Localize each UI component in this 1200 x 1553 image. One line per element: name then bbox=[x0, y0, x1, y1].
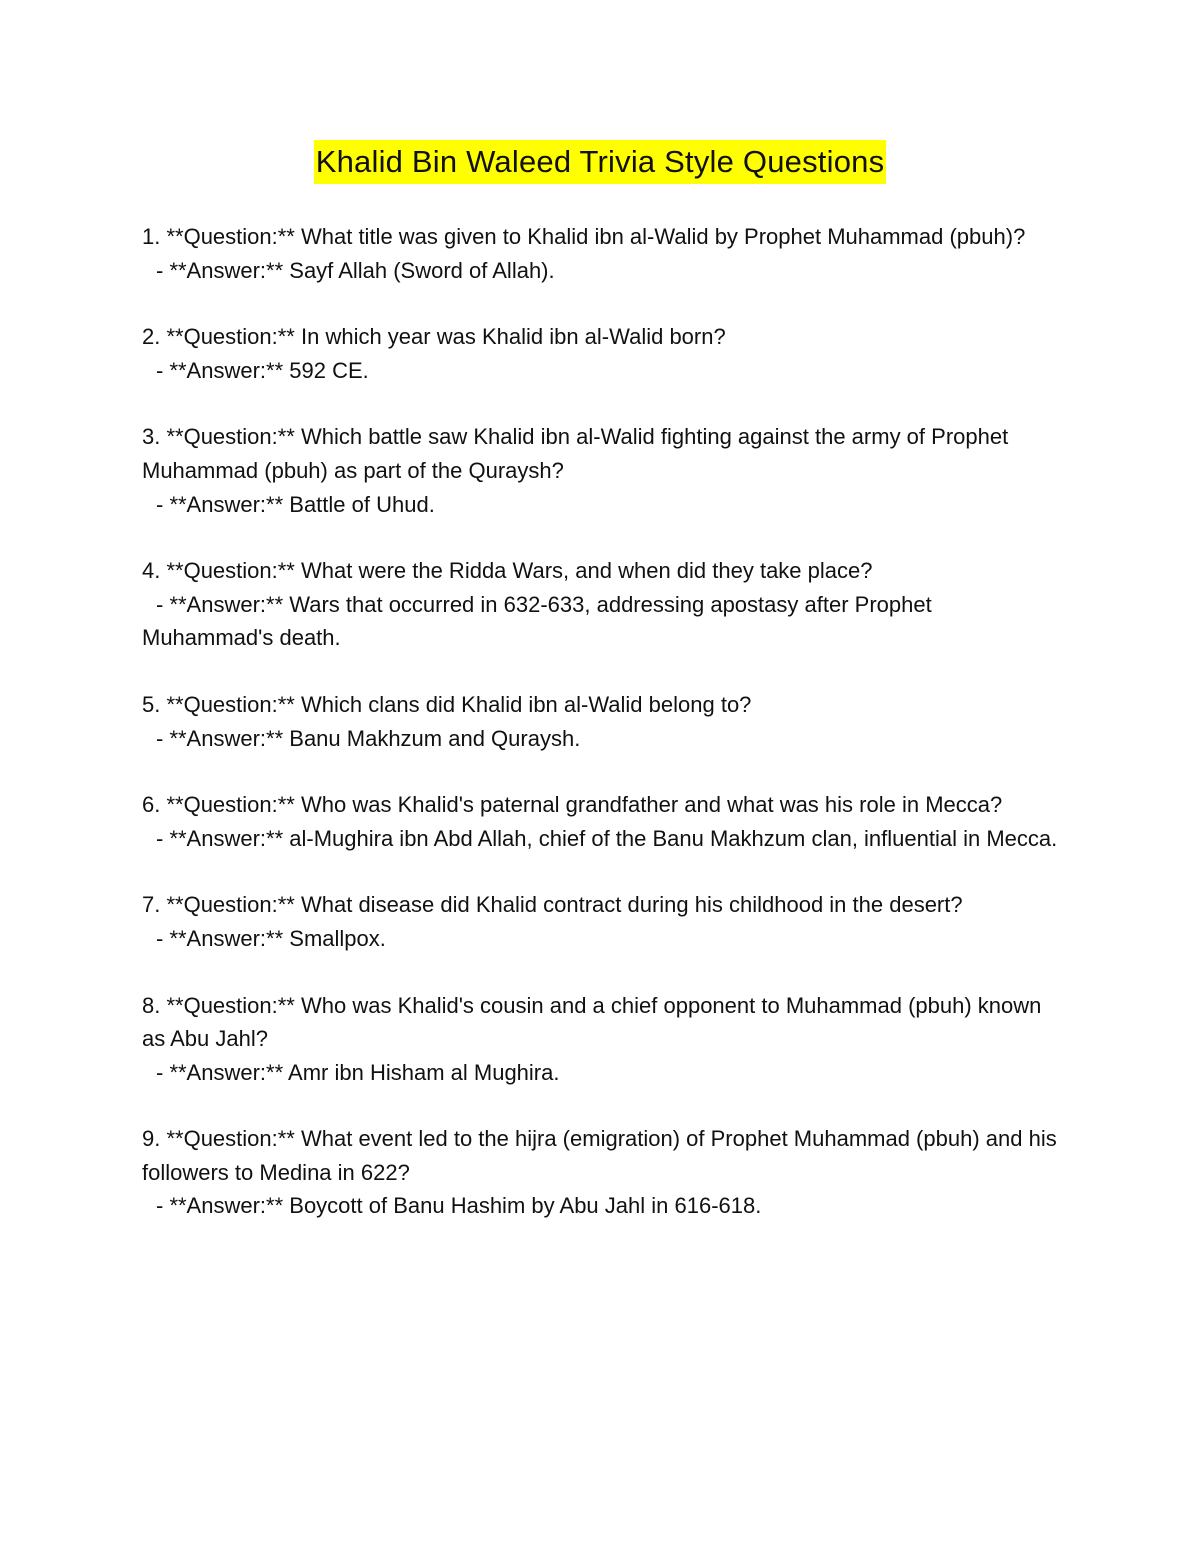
list-item bbox=[142, 220, 1062, 287]
list-item bbox=[142, 1122, 1062, 1223]
list-item bbox=[142, 420, 1062, 521]
question-text: 8. **Question:** Who was Khalid's cousin and a chief opponent to Muhammad (pbuh) known as Abu Jahl? bbox=[142, 992, 1042, 1052]
question-text: 7. **Question:** What disease did Khalid contract during his childhood in the desert? bbox=[142, 892, 963, 918]
answer-text: - **Answer:** Wars that occurred in 632-633, addressing apostasy after Prophet Muhammad's death. bbox=[142, 591, 932, 651]
list-item bbox=[142, 989, 1062, 1090]
answer-text: - **Answer:** al-Mughira ibn Abd Allah, chief of the Banu Makhzum clan, influential in Mecca. bbox=[156, 825, 1058, 851]
question-text: 5. **Question:** Which clans did Khalid ibn al-Walid belong to? bbox=[142, 691, 752, 717]
answer-text: - **Answer:** Sayf Allah (Sword of Allah). bbox=[156, 257, 555, 283]
question-text: 4. **Question:** What were the Ridda Wars, and when did they take place? bbox=[142, 558, 873, 584]
qa-list bbox=[142, 220, 1062, 1256]
list-item bbox=[142, 688, 1062, 755]
list-item bbox=[142, 788, 1062, 855]
question-text: 3. **Question:** Which battle saw Khalid ibn al-Walid fighting against the army of Prophet Muhammad (pbuh) as part of the Quraysh? bbox=[142, 424, 1009, 483]
question-text: 1. **Question:** What title was given to Khalid ibn al-Walid by Prophet Muhammad (pbuh)? bbox=[142, 224, 1026, 249]
question-text: 6. **Question:** Who was Khalid's paternal grandfather and what was his role in Mecca? bbox=[142, 792, 1003, 818]
answer-text: - **Answer:** 592 CE. bbox=[156, 357, 369, 383]
question-text: 9. **Question:** What event led to the hijra (emigration) of Prophet Muhammad (pbuh) and his followers to Medina in 622? bbox=[142, 1126, 1057, 1185]
title-container bbox=[0, 140, 1200, 184]
document-title: Khalid Bin Waleed Trivia Style Questions bbox=[314, 140, 887, 184]
answer-text: - **Answer:** Boycott of Banu Hashim by Abu Jahl in 616-618. bbox=[156, 1193, 762, 1219]
list-item bbox=[142, 554, 1062, 655]
question-text: 2. **Question:** In which year was Khalid ibn al-Walid born? bbox=[142, 324, 726, 350]
list-item bbox=[142, 888, 1062, 955]
list-item bbox=[142, 320, 1062, 387]
answer-text: - **Answer:** Banu Makhzum and Quraysh. bbox=[156, 725, 581, 751]
answer-text: - **Answer:** Amr ibn Hisham al Mughira. bbox=[156, 1059, 560, 1085]
answer-text: - **Answer:** Smallpox. bbox=[156, 925, 386, 951]
answer-text: - **Answer:** Battle of Uhud. bbox=[156, 491, 435, 517]
